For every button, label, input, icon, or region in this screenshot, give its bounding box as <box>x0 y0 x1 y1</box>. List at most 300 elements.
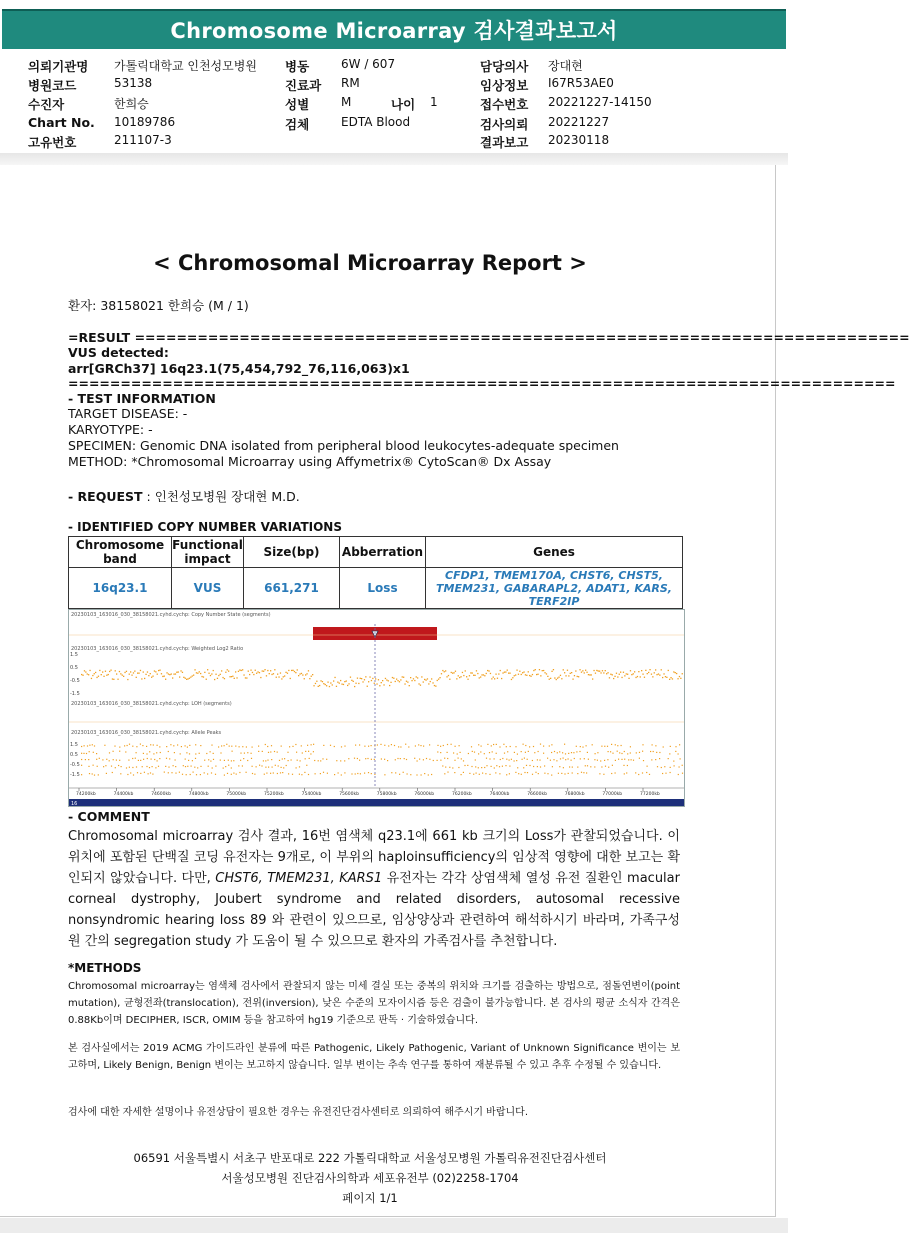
allele-point <box>527 772 528 773</box>
header-field-label: 수진자 <box>28 97 65 112</box>
allele-point <box>608 767 609 768</box>
log2-point <box>169 674 170 675</box>
log2-point <box>273 673 274 674</box>
cnv-heading: - IDENTIFIED COPY NUMBER VARIATIONS <box>68 520 342 534</box>
log2-point <box>663 673 664 674</box>
log2-point <box>168 673 169 674</box>
log2-point <box>375 678 376 679</box>
log2-point <box>285 672 286 673</box>
allele-point <box>442 765 443 766</box>
allele-point <box>647 766 648 767</box>
log2-point <box>224 678 225 679</box>
log2-point <box>225 672 226 673</box>
allele-point <box>471 746 472 747</box>
allele-point <box>506 746 507 747</box>
karyotype: KARYOTYPE: - <box>68 422 153 437</box>
log2-point <box>235 671 236 672</box>
x-tick-label: 75400kb <box>301 792 322 797</box>
log2-point <box>444 671 445 672</box>
allele-point <box>428 774 429 775</box>
allele-point <box>571 760 572 761</box>
separator-line: =============================================================================== <box>68 376 896 391</box>
patient-line: 환자: 38158021 한희승 (M / 1) <box>68 298 249 313</box>
log2-point <box>535 669 536 670</box>
allele-point <box>381 758 382 759</box>
log2-point <box>302 674 303 675</box>
log2-point <box>655 669 656 670</box>
allele-point <box>258 751 259 752</box>
allele-point <box>563 767 564 768</box>
allele-point <box>84 745 85 746</box>
request-value: : 인천성모병원 장대현 M.D. <box>146 489 300 504</box>
allele-point <box>261 765 262 766</box>
allele-point <box>489 758 490 759</box>
log2-point <box>488 670 489 671</box>
allele-point <box>215 766 216 767</box>
allele-point <box>125 751 126 752</box>
allele-point <box>207 773 208 774</box>
allele-point <box>204 760 205 761</box>
allele-point <box>572 772 573 773</box>
allele-point <box>359 760 360 761</box>
allele-point <box>600 760 601 761</box>
log2-point <box>672 678 673 679</box>
log2-point <box>479 677 480 678</box>
log2-point <box>476 670 477 671</box>
log2-point <box>515 674 516 675</box>
log2-point <box>283 676 284 677</box>
allele-point <box>246 746 247 747</box>
footer-department: 서울성모병원 진단검사의학과 세포유전부 (02)2258-1704 <box>221 1171 519 1185</box>
allele-point <box>252 766 253 767</box>
log2-point <box>556 679 557 680</box>
log2-point <box>182 672 183 673</box>
log2-point <box>385 678 386 679</box>
log2-point <box>564 672 565 673</box>
allele-point <box>265 767 266 768</box>
log2-point <box>322 681 323 682</box>
allele-point <box>336 760 337 761</box>
allele-point <box>323 772 324 773</box>
allele-data <box>81 744 683 776</box>
log2-point <box>126 671 127 672</box>
allele-point <box>371 773 372 774</box>
x-tick-label: 75200kb <box>264 792 284 797</box>
log2-point <box>252 672 253 673</box>
allele-point <box>457 753 458 754</box>
log2-point <box>95 672 96 673</box>
log2-point <box>658 673 659 674</box>
log2-point <box>399 681 400 682</box>
log2-point <box>549 679 550 680</box>
test-info-heading: - TEST INFORMATION <box>68 391 216 406</box>
allele-point <box>467 765 468 766</box>
log2-point <box>376 683 377 684</box>
log2-point <box>88 674 89 675</box>
allele-point <box>173 745 174 746</box>
allele-point <box>592 744 593 745</box>
allele-point <box>146 753 147 754</box>
allele-point <box>92 773 93 774</box>
allele-point <box>484 767 485 768</box>
allele-tick-label: 0.5 <box>70 752 78 758</box>
request-heading: - REQUEST <box>68 489 143 504</box>
allele-point <box>158 766 159 767</box>
x-tick-label: 74600kb <box>151 792 171 797</box>
log2-point <box>301 673 302 674</box>
allele-point <box>481 767 482 768</box>
allele-point <box>192 760 193 761</box>
methods-heading: *METHODS <box>68 961 142 975</box>
allele-point <box>263 760 264 761</box>
comment-genes: CHST6, TMEM231, KARS1 <box>215 871 383 886</box>
allele-point <box>496 765 497 766</box>
allele-point <box>388 745 389 746</box>
allele-point <box>618 759 619 760</box>
log2-tick-label: -1.5 <box>70 691 80 697</box>
log2-point <box>565 675 566 676</box>
allele-point <box>621 745 622 746</box>
log2-point <box>214 679 215 680</box>
allele-point <box>451 744 452 745</box>
allele-point <box>404 758 405 759</box>
allele-point <box>391 772 392 773</box>
allele-point <box>124 745 125 746</box>
allele-point <box>187 766 188 767</box>
log2-point <box>568 675 569 676</box>
log2-point <box>605 670 606 671</box>
log2-point <box>175 673 176 674</box>
allele-point <box>682 773 683 774</box>
log2-point <box>357 678 358 679</box>
allele-point <box>612 765 613 766</box>
allele-point <box>586 745 587 746</box>
log2-point <box>554 677 555 678</box>
allele-point <box>580 758 581 759</box>
allele-point <box>313 744 314 745</box>
allele-point <box>149 767 150 768</box>
allele-point <box>509 766 510 767</box>
log2-point <box>600 672 601 673</box>
report-header-title: Chromosome Microarray 검사결과보고서 <box>2 9 786 49</box>
log2-point <box>458 675 459 676</box>
log2-point <box>642 674 643 675</box>
allele-point <box>187 747 188 748</box>
allele-point <box>599 773 600 774</box>
allele-point <box>420 745 421 746</box>
log2-point <box>553 669 554 670</box>
log2-point <box>467 679 468 680</box>
log2-point <box>87 673 88 674</box>
log2-point <box>116 673 117 674</box>
log2-point <box>428 683 429 684</box>
log2-point <box>635 677 636 678</box>
cell-genes <box>426 568 683 609</box>
allele-point <box>309 758 310 759</box>
log2-point <box>101 674 102 675</box>
allele-point <box>265 760 266 761</box>
cell-impact: VUS <box>172 568 244 609</box>
log2-point <box>614 676 615 677</box>
header-field-value: 가톨릭대학교 인천성모병원 <box>114 59 257 73</box>
allele-point <box>437 751 438 752</box>
log2-point <box>155 671 156 672</box>
allele-point <box>597 752 598 753</box>
allele-point <box>485 773 486 774</box>
allele-point <box>673 761 674 762</box>
allele-point <box>636 752 637 753</box>
allele-point <box>642 744 643 745</box>
allele-point <box>533 766 534 767</box>
log2-point <box>277 674 278 675</box>
log2-point <box>84 670 85 671</box>
log2-point <box>172 677 173 678</box>
log2-tick-label: -0.5 <box>70 678 80 684</box>
allele-point <box>657 766 658 767</box>
log2-point <box>631 674 632 675</box>
allele-point <box>551 775 552 776</box>
log2-point <box>453 672 454 673</box>
allele-point <box>136 766 137 767</box>
log2-point <box>588 674 589 675</box>
allele-point <box>656 752 657 753</box>
allele-point <box>233 760 234 761</box>
allele-point <box>232 751 233 752</box>
cytoscan-plot-svg <box>69 610 684 806</box>
log2-point <box>673 671 674 672</box>
allele-point <box>395 772 396 773</box>
log2-point <box>130 671 131 672</box>
log2-point <box>487 670 488 671</box>
allele-point <box>307 745 308 746</box>
log2-point <box>229 676 230 677</box>
log2-point <box>595 673 596 674</box>
log2-point <box>602 670 603 671</box>
x-tick-label: 77200kb <box>640 792 660 797</box>
allele-point <box>81 774 82 775</box>
log2-point <box>668 670 669 671</box>
allele-point <box>281 746 282 747</box>
allele-point <box>181 746 182 747</box>
table-row <box>69 568 683 609</box>
allele-point <box>646 772 647 773</box>
allele-point <box>627 765 628 766</box>
log2-point <box>365 676 366 677</box>
allele-point <box>89 745 90 746</box>
allele-point <box>138 760 139 761</box>
allele-point <box>327 773 328 774</box>
allele-point <box>357 758 358 759</box>
log2-point <box>665 676 666 677</box>
log2-point <box>259 672 260 673</box>
allele-point <box>173 765 174 766</box>
x-tick-label: 75000kb <box>226 792 247 797</box>
log2-point <box>173 674 174 675</box>
allele-point <box>670 767 671 768</box>
log2-point <box>638 671 639 672</box>
allele-point <box>643 760 644 761</box>
log2-point <box>451 672 452 673</box>
allele-point <box>576 746 577 747</box>
log2-point <box>299 673 300 674</box>
log2-point <box>236 677 237 678</box>
log2-point <box>596 670 597 671</box>
allele-point <box>119 760 120 761</box>
allele-point <box>157 760 158 761</box>
allele-point <box>529 746 530 747</box>
allele-point <box>296 752 297 753</box>
allele-point <box>323 745 324 746</box>
allele-point <box>129 744 130 745</box>
allele-point <box>224 745 225 746</box>
allele-point <box>351 773 352 774</box>
chromosome-bar <box>69 799 684 806</box>
log2-point <box>232 676 233 677</box>
log2-point <box>431 678 432 679</box>
log2-point <box>627 674 628 675</box>
log2-point <box>238 671 239 672</box>
allele-point <box>227 773 228 774</box>
log2-point <box>645 670 646 671</box>
allele-point <box>486 758 487 759</box>
allele-point <box>243 758 244 759</box>
log2-point <box>462 672 463 673</box>
allele-point <box>650 751 651 752</box>
allele-point <box>311 744 312 745</box>
allele-point <box>607 746 608 747</box>
allele-point <box>590 766 591 767</box>
log2-point <box>378 679 379 680</box>
log2-point <box>591 674 592 675</box>
allele-point <box>238 765 239 766</box>
x-tick-label: 77000kb <box>602 792 623 797</box>
allele-point <box>475 759 476 760</box>
log2-point <box>666 677 667 678</box>
allele-point <box>96 753 97 754</box>
header-field-label: Chart No. <box>28 115 95 130</box>
log2-point <box>432 682 433 683</box>
allele-point <box>231 746 232 747</box>
allele-point <box>215 774 216 775</box>
allele-point <box>528 751 529 752</box>
allele-point <box>81 746 82 747</box>
allele-point <box>109 752 110 753</box>
allele-point <box>557 752 558 753</box>
log2-point <box>140 670 141 671</box>
log2-point <box>291 670 292 671</box>
log2-point <box>157 674 158 675</box>
allele-point <box>580 746 581 747</box>
header-field-label: 검사의뢰 <box>480 117 529 132</box>
log2-point <box>682 673 683 674</box>
allele-point <box>627 753 628 754</box>
log2-point <box>159 670 160 671</box>
allele-point <box>577 773 578 774</box>
allele-point <box>85 759 86 760</box>
allele-point <box>160 752 161 753</box>
log2-point <box>430 681 431 682</box>
x-tick-label: 76800kb <box>564 792 585 797</box>
log2-point <box>425 680 426 681</box>
allele-point <box>218 746 219 747</box>
log2-point <box>529 675 530 676</box>
log2-point <box>242 669 243 670</box>
allele-point <box>619 752 620 753</box>
allele-point <box>415 745 416 746</box>
methods-paragraph-3: 검사에 대한 자세한 설명이나 유전상담이 필요한 경우는 유전진단검사센터로 의뢰하여 해주시기 바랍니다. <box>68 1107 529 1118</box>
log2-point <box>411 680 412 681</box>
allele-point <box>407 773 408 774</box>
log2-point <box>105 671 106 672</box>
allele-point <box>473 774 474 775</box>
allele-point <box>111 766 112 767</box>
log2-point <box>266 675 267 676</box>
allele-point <box>132 767 133 768</box>
log2-point <box>561 678 562 679</box>
log2-point <box>113 679 114 680</box>
allele-point <box>165 766 166 767</box>
log2-axis <box>70 652 80 697</box>
allele-point <box>475 766 476 767</box>
allele-point <box>306 765 307 766</box>
allele-point <box>236 774 237 775</box>
log2-point <box>379 685 380 686</box>
log2-point <box>449 679 450 680</box>
log2-point <box>434 685 435 686</box>
log2-point <box>215 674 216 675</box>
allele-point <box>458 758 459 759</box>
allele-point <box>256 766 257 767</box>
allele-point <box>562 752 563 753</box>
log2-point <box>166 672 167 673</box>
log2-point <box>607 672 608 673</box>
allele-point <box>601 766 602 767</box>
allele-point <box>455 746 456 747</box>
allele-point <box>603 774 604 775</box>
allele-point <box>664 766 665 767</box>
log2-point <box>563 669 564 670</box>
allele-point <box>143 753 144 754</box>
log2-point <box>179 676 180 677</box>
allele-point <box>444 773 445 774</box>
log2-point <box>297 669 298 670</box>
allele-point <box>142 766 143 767</box>
allele-point <box>460 752 461 753</box>
log2-point <box>526 675 527 676</box>
log2-point <box>217 678 218 679</box>
allele-point <box>624 759 625 760</box>
allele-point <box>549 745 550 746</box>
log2-point <box>343 684 344 685</box>
log2-point <box>246 677 247 678</box>
allele-point <box>480 751 481 752</box>
log2-point <box>196 672 197 673</box>
allele-point <box>581 772 582 773</box>
allele-point <box>659 752 660 753</box>
log2-point <box>115 670 116 671</box>
allele-point <box>168 772 169 773</box>
allele-point <box>371 745 372 746</box>
log2-point <box>192 675 193 676</box>
log2-point <box>82 675 83 676</box>
allele-point <box>655 745 656 746</box>
allele-point <box>662 773 663 774</box>
age-value: 1 <box>430 95 438 109</box>
allele-point <box>503 744 504 745</box>
log2-point <box>348 683 349 684</box>
log2-point <box>416 676 417 677</box>
allele-point <box>128 760 129 761</box>
